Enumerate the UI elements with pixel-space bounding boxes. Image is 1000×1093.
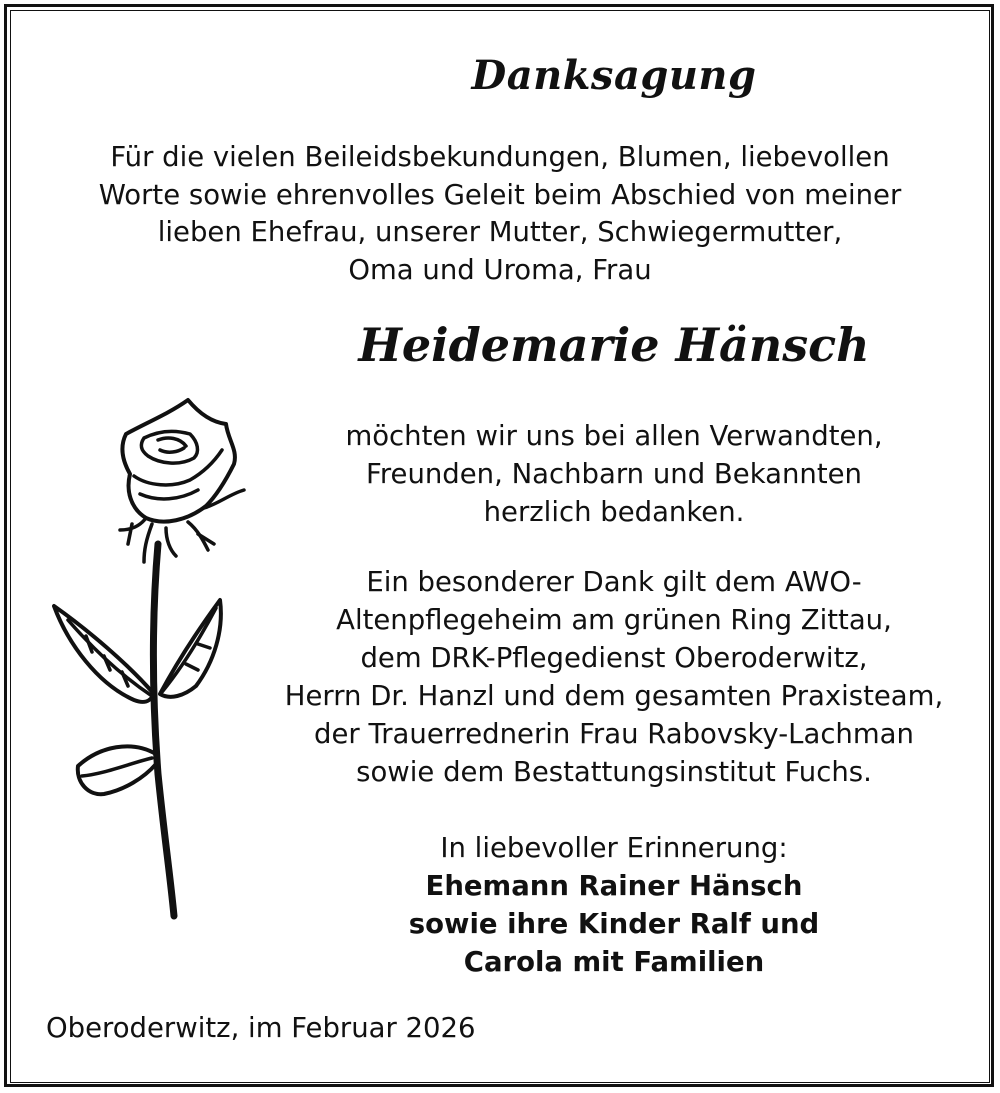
special-thanks-text xyxy=(240,563,988,791)
thanks-line: herzlich bedanken. xyxy=(483,496,745,528)
special-thanks-line: Ein besonderer Dank gilt dem AWO- xyxy=(366,566,862,598)
special-thanks-line: sowie dem Bestattungsinstitut Fuchs. xyxy=(356,756,872,788)
special-thanks-line: Herrn Dr. Hanzl und dem gesamten Praxisteam, xyxy=(284,680,944,712)
signature-block xyxy=(240,829,988,981)
intro-line: Worte sowie ehrenvolles Geleit beim Abschied von meiner xyxy=(98,178,902,211)
special-thanks-line: Altenpflegeheim am grünen Ring Zittau, xyxy=(336,604,892,636)
thanks-text xyxy=(240,417,988,531)
intro-line: Oma und Uroma, Frau xyxy=(348,253,652,286)
heading: Danksagung xyxy=(471,52,757,99)
intro-text xyxy=(0,139,1000,289)
signature-name-line: sowie ihre Kinder Ralf und xyxy=(408,908,820,940)
signature-intro: In liebevoller Erinnerung: xyxy=(440,832,788,864)
intro-line: lieben Ehefrau, unserer Mutter, Schwiegermutter, xyxy=(157,216,843,248)
intro-line: Für die vielen Beileidsbekundungen, Blumen, liebevollen xyxy=(110,141,890,173)
signature-name-line: Ehemann Rainer Hänsch xyxy=(425,870,803,902)
deceased-name: Heidemarie Hänsch xyxy=(358,318,870,372)
thanks-line: möchten wir uns bei allen Verwandten, xyxy=(345,420,883,452)
thanks-line: Freunden, Nachbarn und Bekannten xyxy=(366,458,862,490)
special-thanks-line: der Trauerrednerin Frau Rabovsky-Lachman xyxy=(314,718,914,750)
signature-name-line: Carola mit Familien xyxy=(463,946,765,978)
place-date: Oberoderwitz, im Februar 2026 xyxy=(46,1012,476,1044)
special-thanks-line: dem DRK-Pflegedienst Oberoderwitz, xyxy=(360,642,868,674)
rose-icon xyxy=(48,394,258,926)
